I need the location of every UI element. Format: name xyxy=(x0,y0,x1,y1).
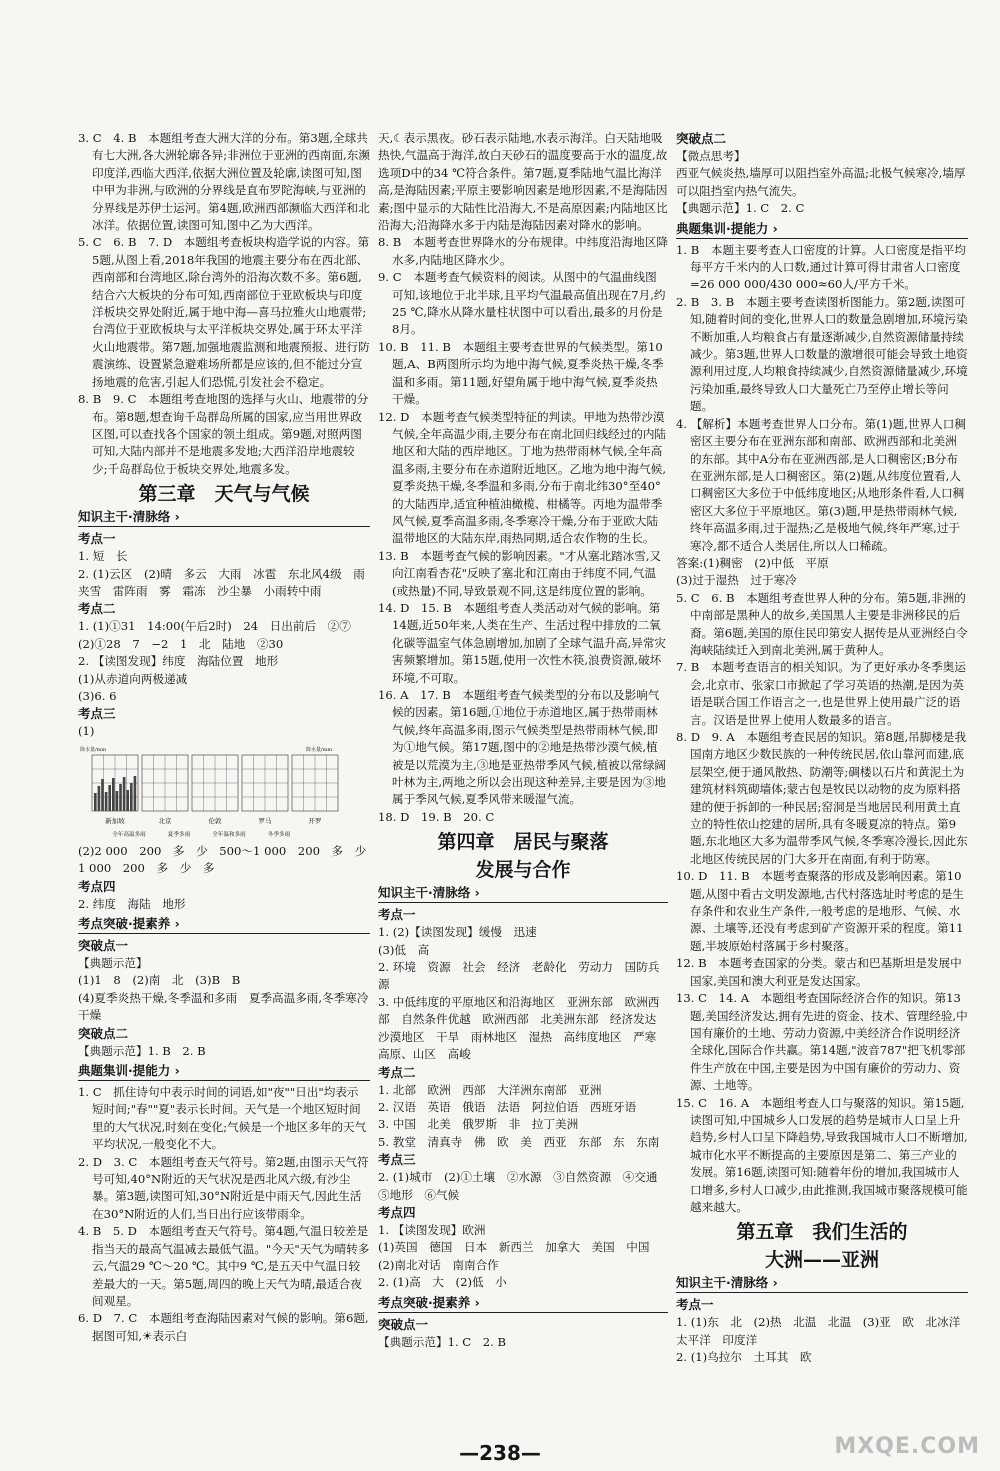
text-line: 西亚气候炎热,墙厚可以阻挡室外高温;北极气候寒冷,墙厚可以阻挡室内热气流失。 xyxy=(676,166,966,198)
topic-heading: 考点一 xyxy=(78,531,116,547)
topic-heading: 考点一 xyxy=(378,907,416,923)
column-right xyxy=(676,130,972,1445)
mini-climate-chart xyxy=(292,755,338,825)
answer-paragraph: 4. 【解析】本题考查世界人口分布。第(1)题,世界人口稠密区主要分布在亚洲东部和南部、欧洲西部和北美洲的东部。其中A分布在亚洲西部,是人口稠密区;B分布在亚洲东部,是人口稠密区。第(2)题,从纬度位置看,人口稠密区大多位于中低纬度地区;从地形条件看,人口稠密区大多位于平原地区。第(3)题,甲是热带雨林气候,终年高温多雨,过于湿热;乙是极地气候,终年严寒,过于寒冷,都不适合人类居住,所以人口稀疏。 xyxy=(676,416,966,553)
answer-paragraph: 8. D 9. A 本题组考查民居的知识。第8题,吊脚楼是我国南方地区少数民族的一种传统民居,依山靠河而建,底层架空,便于通风散热、防潮等;碉楼以石片和黄泥土为建筑材料筑砌墙体;蒙古包是牧民以动物的皮为原料搭建的便于拆卸的一种民居;窑洞是当地居民利用黄土直立的特性依山挖建的居所,具有冬暖夏凉的特点。第9题,东北地区大多为温带季风气候,冬季寒冷漫长,因此东北地区传统民居的门大多开在南面,有利于防寒。 xyxy=(676,730,968,866)
chapter-title: 第三章 天气与气候 xyxy=(138,483,310,506)
city-label: 罗马 xyxy=(258,816,272,825)
precip-bar xyxy=(112,778,115,811)
topic-heading: 突破点一 xyxy=(78,938,129,953)
text-line: 答案:(1)稠密 (2)中低 平原 xyxy=(676,555,829,570)
text-line: 【典题示范】1. B 2. B xyxy=(78,1043,206,1058)
precip-bar xyxy=(130,783,133,811)
answer-paragraph: 8. B 9. C 本题组考查地图的选择与火山、地震带的分布。第8题,想查询千岛群岛所属的国家,应当用世界政区图,可以查找各个国家的领土组成。第9题,对照两图可知,大陆内部并不是地震多发地;大西洋沿岸地震较少;千岛群岛位于板块交界处,地震多发。 xyxy=(78,392,369,476)
topic-heading: 考点四 xyxy=(378,1204,416,1220)
answer-paragraph: 1. C 抓住诗句中表示时间的词语,如"夜""日出"均表示短时间;"春""夏"表示长时间。天气是一个地区短时间里的大气状况,时刻在变化;气候是一个地区多年的天气平均状况,一般变化不大。 xyxy=(78,1085,367,1152)
text-line: (2)2 000 200 多 少 500～1 000 200 多 少 xyxy=(78,843,367,858)
answer-paragraph: 14. D 15. B 本题组考查人类活动对气候的影响。第14题,近50年来,人类在生产、生活过程中排放的二氧化碳等温室气体急剧增加,加剧了全球气温升高,异常灾害频繁增加。第15题,使用一次性木筷,浪费资源,破坏环境,不可取。 xyxy=(378,600,667,685)
topic-heading: 考点一 xyxy=(676,1297,714,1313)
answer-paragraph: 3. C 4. B 本题组考查大洲大洋的分布。第3题,全球共有七大洲,各大洲轮廓各异;非洲位于亚洲的西南面,东濒印度洋,西临大西洋,依据大洲位置及轮廓,读图可知,图中甲为非洲,与欧洲的分界线是直布罗陀海峡,与亚洲的分界线是苏伊士运河。第4题,欧洲西部濒临大西洋和北冰洋。依据位置,读图可知,图中乙为大西洋。 xyxy=(78,131,370,233)
text-line: 1. 【读图发现】欧洲 xyxy=(378,1222,486,1237)
section-header: 知识主干·清脉络 › xyxy=(378,884,668,903)
text-line: (3)低 高 xyxy=(378,942,430,957)
answer-paragraph: 9. C 本题考查气候资料的阅读。从图中的气温曲线图可知,该地位于北半球,且平均气温最高值出现在7月,约25 ℃,降水从降水量柱状图中可以看出,最多的月份是8月。 xyxy=(378,270,666,337)
text-line: 【典题示范】1. C 2. B xyxy=(378,1334,507,1349)
topic-heading: 考点二 xyxy=(378,1064,416,1080)
topic-heading: 突破点二 xyxy=(78,1025,129,1041)
answer-paragraph: 13. B 本题考查气候的影响因素。"才从塞北踏冰雪,又向江南看杏花"反映了塞北和江南由于纬度不同,气温(或热量)不同,导致景观不同,这是纬度位置的影响。 xyxy=(378,548,662,598)
column-left xyxy=(78,130,370,1445)
mini-climate-chart xyxy=(192,755,238,825)
answer-paragraph: 10. D 11. B 本题考查聚落的形成及影响因素。第10题,从图中看古文明发源地,古代村落选址时考虑的是生存条件和农业生产条件,一般考虑的是地形、气候、水源、土壤等,还没有考虑到矿产资源开采的程度。第11题,半坡原始村落属于乡村聚落。 xyxy=(676,869,965,953)
precip-bar xyxy=(123,777,126,811)
text-line: (1)1 8 (2)南 北 (3)B B xyxy=(78,973,241,988)
chapter-title: 发展与合作 xyxy=(475,859,571,882)
answer-paragraph: 15. C 16. A 本题组考查人口与聚落的知识。第15题,读图可知,中国城乡人口发展的趋势是城市人口呈上升趋势,乡村人口呈下降趋势,导致我国城市人口不断增加,城市化水平不断提高的主要原因是第二、第三产业的发展。第16题,读图可知:随着年份的增加,我国城市人口增多,乡村人口减少,由此推测,我国城市聚落规模可能越来越大。 xyxy=(676,1095,968,1214)
answer-paragraph: 5. C 6. B 7. D 本题组考查板块构造学说的内容。第5题,从图上看,2018年我国的地震主要分布在西北部、西南部和台湾地区,除台湾外的沿海次数不多。第6题,结合六大板块的分布可知,西南部位于亚欧板块与印度洋板块交界处附近,属于地中海—喜马拉雅火山地震带;台湾位于亚欧板块与太平洋板块交界处,属于环太平洋火山地震带。第7题,加强地震监测和地震预报、进行防震演练、设置紧急避难场所都是应该的,但不能过分宣扬地震的危害,引起人们恐慌,引发社会不稳定。 xyxy=(78,235,370,389)
text-line: (3)过于湿热 过于寒冷 xyxy=(676,573,797,588)
page-number: —238— xyxy=(459,1441,541,1465)
text-line: 2. (1)高 大 (2)低 小 xyxy=(378,1275,507,1290)
precip-bar xyxy=(119,784,122,811)
answer-paragraph: 7. B 本题考查语言的相关知识。为了更好承办冬季奥运会,北京市、张家口市掀起了学习英语的热潮,是因为英语是联合国工作语言之一,也是世界上使用最广泛的语言。汉语是世界上使用人数最多的语言。 xyxy=(676,660,966,727)
y-axis-label-left: 降水量/mm xyxy=(80,746,107,753)
city-label: 新加坡 xyxy=(105,816,125,825)
text-line: 1. (1)①31 14:00(午后2时) 24 日出前后 ②⑦ xyxy=(78,619,351,634)
chapter-title: 大洲——亚洲 xyxy=(764,1249,879,1272)
text-line: 2. (1)云区 (2)晴 多云 大雨 冰雹 东北风4级 雨夹雪 雷阵雨 雾 霜冻 沙尘暴 小雨转中雨 xyxy=(78,566,365,598)
text-line: 【典题示范】1. C 2. C xyxy=(676,201,805,216)
climate-type-label: 全年高温多雨 xyxy=(112,831,146,838)
precip-bar xyxy=(108,785,111,811)
mini-climate-chart xyxy=(242,755,288,825)
text-line: 2. (1)城市 (2)①土壤 ②水源 ③自然资源 ④交通 ⑤地形 ⑥气候 xyxy=(378,1170,670,1202)
answer-paragraph: 10. B 11. B 本题组主要考查世界的气候类型。第10题,A、B两图所示均为地中海气候,夏季炎热干燥,冬季温和多雨。第11题,好望角属于地中海气候,夏季炎热干燥。 xyxy=(378,339,664,407)
answer-paragraph: 2. D 3. C 本题组考查天气符号。第2题,由图示天气符号可知,40°N附近的天气状况是西北风六级,有沙尘暴。第3题,读图可知,30°N附近是中雨天气,因此生活在30°N附近的人们,当日出行应该带雨伞。 xyxy=(78,1154,369,1221)
climate-charts-figure xyxy=(78,743,343,841)
text-line: (2)①28 7 −2 1 北 陆地 ②30 xyxy=(78,636,284,651)
section-header: 知识主干·清脉络 › xyxy=(78,508,370,527)
topic-heading: 考点三 xyxy=(378,1152,416,1168)
mini-climate-chart xyxy=(92,755,138,825)
mini-climate-chart xyxy=(142,755,188,825)
text-line: 3. 中国 北美 俄罗斯 非 拉丁美洲 xyxy=(378,1117,579,1132)
text-line: 2. (1)乌拉尔 土耳其 欧 xyxy=(676,1350,812,1365)
text-line: 1. (2)【读图发现】缓慢 迅速 xyxy=(378,925,537,940)
answer-paragraph: 6. D 7. C 本题组考查海陆因素对气候的影响。第6题,据图可知,☀表示白 xyxy=(78,1311,369,1343)
topic-heading: 突破点一 xyxy=(378,1316,429,1332)
answer-paragraph: 12. B 本题考查国家的分类。蒙古和巴基斯坦是发展中国家,美国和澳大利亚是发达国家。 xyxy=(676,956,962,988)
text-line: 1 000 200 多 少 多 xyxy=(78,861,215,876)
section-header: 知识主干·清脉络 › xyxy=(676,1274,968,1293)
answer-paragraph: 13. C 14. A 本题组考查国际经济合作的知识。第13题,美国经济发达,拥有先进的资金、技术、管理经验,中国有廉价的土地、劳动力资源,中美经济合作说明经济全球化,国际合作共赢。第14题,"波音787"把飞机零部件生产放在中国,主要是因为中国有廉价的劳动力、资源、土地等。 xyxy=(676,991,968,1093)
answer-paragraph: 16. A 17. B 本题组考查气候类型的分布以及影响气候的因素。第16题,①地位于赤道地区,属于热带雨林气候,终年高温多雨,图示气候类型是热带雨林气候,即为①地气候。第17题,图中的②地是热带沙漠气候,植被是以荒漠为主,③地是亚热带季风气候,植被以常绿阔叶林为主,两地之所以会出现这种差异,主要是因为③地属于季风气候,夏季风带来暖湿气流。 xyxy=(378,688,667,807)
watermark-logo: MXQE.COM xyxy=(834,1434,980,1459)
topic-heading: 考点二 xyxy=(78,601,116,617)
text-line: 2. 环境 资源 社会 经济 老龄化 劳动力 国防兵源 xyxy=(378,960,660,992)
text-line: 2. 纬度 海陆 地形 xyxy=(78,896,186,911)
precip-bar xyxy=(98,786,101,811)
climate-type-label: 冬季多雨 xyxy=(267,831,291,838)
text-line: (3)6. 6 xyxy=(78,688,117,703)
section-header: 考点突破·提素养 › xyxy=(378,1294,668,1313)
text-line: 18. D 19. B 20. C xyxy=(378,809,495,824)
answer-paragraph: 2. B 3. B 本题主要考查读图析图能力。第2题,读图可知,随着时间的变化,世界人口的数量急剧增加,环境污染不断加重,人均粮食占有量逐渐减少,自然资源储量持续减少。第3题,世界人口数量的激增很可能会导致土地资源利用过度,人均粮食持续减少,自然资源储量减少,环境污染加重,最终导致人口大量死亡乃至停止增长等问题。 xyxy=(676,294,968,414)
text-line: 5. 教堂 清真寺 佛 欧 美 西亚 东部 东 东南 xyxy=(378,1134,660,1149)
text-line: 1. (1)东 北 (2)热 北温 北温 (3)亚 欧 北冰洋 太平洋 印度洋 xyxy=(676,1315,972,1347)
precip-bar xyxy=(126,790,129,811)
text-line: 3. 中低纬度的平原地区和沿海地区 亚洲东部 欧洲西部 自然条件优越 欧洲西部 北美洲东部 经济发达 沙漠地区 干旱 雨林地区 湿热 高纬度地区 严寒 高原、山区 高峻 xyxy=(378,994,668,1062)
climate-type-label: 全年温和多雨 xyxy=(212,831,246,838)
text-line: (2)南北对话 南南合作 xyxy=(378,1257,499,1272)
text-line: (4)夏季炎热干燥,冬季温和多雨 夏季高温多雨,冬季寒冷干燥 xyxy=(78,990,369,1023)
city-label: 伦敦 xyxy=(208,816,222,825)
precip-bar xyxy=(116,791,119,811)
answer-paragraph: 12. D 本题考查气候类型特征的判读。甲地为热带沙漠气候,全年高温少雨,主要分布在南北回归线经过的内陆地区和大陆的西岸地区。丁地为热带雨林气候,全年高温多雨,主要分布在赤道附近地区。乙地为地中海气候,夏季炎热干燥,冬季温和多雨,分布于南北纬30°至40°的大陆西岸,适宜种植油橄榄、柑橘等。丙地为温带季风气候,夏季高温多雨,冬季寒冷干燥,分布于亚欧大陆温带地区的大陆东岸,雨热同期,适合农作物的生长。 xyxy=(378,409,667,546)
text-line: 2. 【读图发现】纬度 海陆位置 地形 xyxy=(78,654,279,669)
column-middle xyxy=(378,130,668,1445)
text-line: 1. 北部 欧洲 西部 大洋洲东南部 亚洲 xyxy=(378,1082,602,1097)
topic-heading: 考点四 xyxy=(78,878,116,894)
text-line: 【微点思考】 xyxy=(676,149,746,163)
answer-paragraph: 8. B 本题考查世界降水的分布规律。中纬度沿海地区降水多,内陆地区降水少。 xyxy=(378,235,668,267)
city-label: 开罗 xyxy=(308,816,322,825)
text-line: 天,☾表示黑夜。砂石表示陆地,水表示海洋。白天陆地吸热快,气温高于海洋,故白天砂石的温度要高于水的温度,故选项D中的34 ℃符合条件。第7题,夏季陆地气温比海洋高,是海陆因素;平原主要影响因素是地形因素,不是海陆因素;图中显示的大陆性比沿海大,不是高原因素;内陆地区比沿海大;沿海降水多于内陆是海陆因素对降水的影响。 xyxy=(378,131,668,233)
answer-paragraph: 5. C 6. B 本题组考查世界人种的分布。第5题,非洲的中南部是黑种人的故乡,美国黑人主要是非洲移民的后裔。第6题,美国的原住民印第安人据传是从亚洲经白令海峡陆续迁入到南北美洲,属于黄种人。 xyxy=(676,590,968,657)
text-line: (1)英国 德国 日本 新西兰 加拿大 美国 中国 xyxy=(378,1240,650,1255)
section-header: 考点突破·提素养 › xyxy=(78,915,370,934)
chapter-title: 第四章 居民与聚落 xyxy=(437,831,609,854)
precip-bar xyxy=(101,779,104,811)
text-line: 1. 短 长 xyxy=(78,549,128,564)
text-line: (1)从赤道向两极递减 xyxy=(78,671,188,686)
city-label: 北京 xyxy=(158,816,172,825)
precip-bar xyxy=(94,793,97,811)
section-header: 典题集训·提能力 › xyxy=(78,1062,370,1081)
chapter-title: 第五章 我们生活的 xyxy=(736,1221,908,1244)
climate-type-label: 夏季多雨 xyxy=(167,831,191,838)
text-line: (1) xyxy=(78,724,95,739)
text-line: 【典题示范】 xyxy=(78,956,148,970)
topic-heading: 考点三 xyxy=(78,706,116,722)
precip-bar xyxy=(134,776,137,811)
topic-heading: 突破点二 xyxy=(676,131,727,146)
answer-paragraph: 1. B 本题主要考查人口密度的计算。人口密度是指平均每平方千米内的人口数,通过计算可得甘肃省人口密度=26 000 000/430 000≈60人/平方千米。 xyxy=(676,242,966,292)
precip-bar xyxy=(105,792,108,811)
y-axis-label-right: 降水量/mm xyxy=(306,746,333,753)
text-line: 2. 汉语 英语 俄语 法语 阿拉伯语 西班牙语 xyxy=(378,1099,637,1114)
answer-paragraph: 4. B 5. D 本题组考查天气符号。第4题,气温日较差是指当天的最高气温减去最低气温。"今天"天气为晴转多云,气温29 ℃～20 ℃。其中9 ℃,是五天中气温日较差最大的一天。第5题,周四的晚上天气为晴,最适合夜间观星。 xyxy=(78,1224,370,1308)
section-header: 典题集训·提能力 › xyxy=(676,220,968,239)
